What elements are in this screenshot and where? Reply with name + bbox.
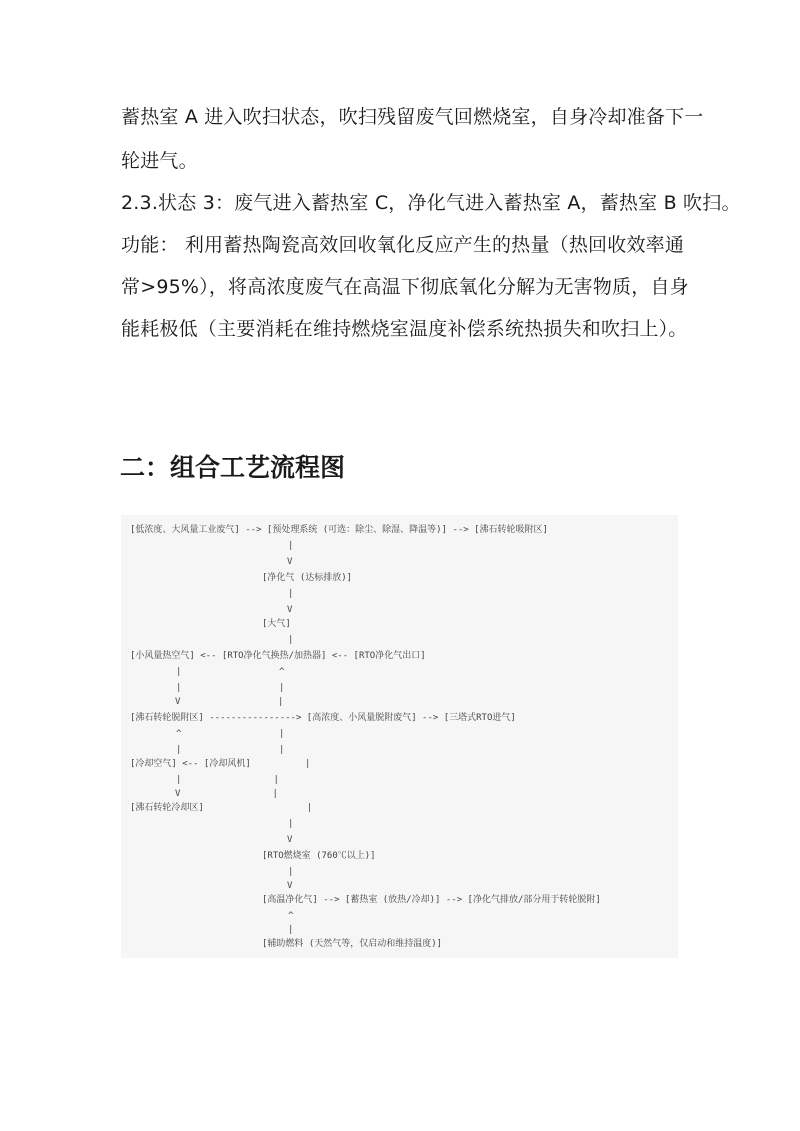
flow-line: | [288,819,294,829]
flow-line: [冷却空气] <-- [冷却风机] | [130,759,311,769]
flow-line: | | [176,745,285,755]
flow-line: [净化气 (达标排放)] [262,573,353,583]
flow-line: [高温净化气] --> [蓄热室 (放热/冷却)] --> [净化气排放/部分用于转轮脱附] [262,895,601,905]
flow-line: V [287,557,293,567]
paragraph-function-line: 常>95%），将高浓度废气在高温下彻底氧化分解为无害物质，自身 [121,276,689,298]
flow-line: V [287,881,293,891]
flow-line: | [288,589,294,599]
flow-line: ^ | [176,729,285,739]
paragraph-function-line: 功能： 利用蓄热陶瓷高效回收氧化反应产生的热量（热回收效率通 [121,234,685,256]
flow-line: | [288,867,294,877]
flow-line: [低浓度、大风量工业废气] --> [预处理系统 (可选：除尘、除湿、降温等)] --> [沸石转轮吸附区] [130,525,548,535]
paragraph-line: 轮进气。 [121,150,198,172]
paragraph-line: 蓄热室 A 进入吹扫状态，吹扫残留废气回燃烧室，自身冷却准备下一 [121,106,704,128]
flow-line: V [287,605,293,615]
paragraph-state3: 2.3.状态 3：废气进入蓄热室 C，净化气进入蓄热室 A，蓄热室 B 吹扫。 [121,192,741,214]
process-flow-diagram [121,515,678,958]
flow-line: | [288,635,294,645]
flow-line: | ^ [176,667,285,677]
flow-line: [小风量热空气] <-- [RTO净化气换热/加热器] <-- [RTO净化气出口] [130,651,426,661]
flow-line: [大气] [262,619,291,629]
flow-line: | [288,541,294,551]
section-heading: 二：组合工艺流程图 [120,453,346,482]
flow-line: [沸石转轮冷却区] | [130,803,313,813]
paragraph-function-line: 能耗极低（主要消耗在维持燃烧室温度补偿系统热损失和吹扫上）。 [121,318,688,340]
flow-line: ^ [288,911,294,921]
flow-line: | | [176,775,279,785]
flow-line: [沸石转轮脱附区] ----------------> [高浓度、小风量脱附废气] --> [三塔式RTO进气] [130,713,516,723]
flow-line: V | [175,697,284,707]
flow-line: [辅助燃料 (天然气等，仅启动和维持温度)] [262,939,443,949]
flow-line: | [288,925,294,935]
flow-line: [RTO燃烧室 (760℃以上)] [262,851,376,861]
flow-line: | | [176,683,285,693]
flow-line: V [287,835,293,845]
flow-line: V | [175,789,278,799]
